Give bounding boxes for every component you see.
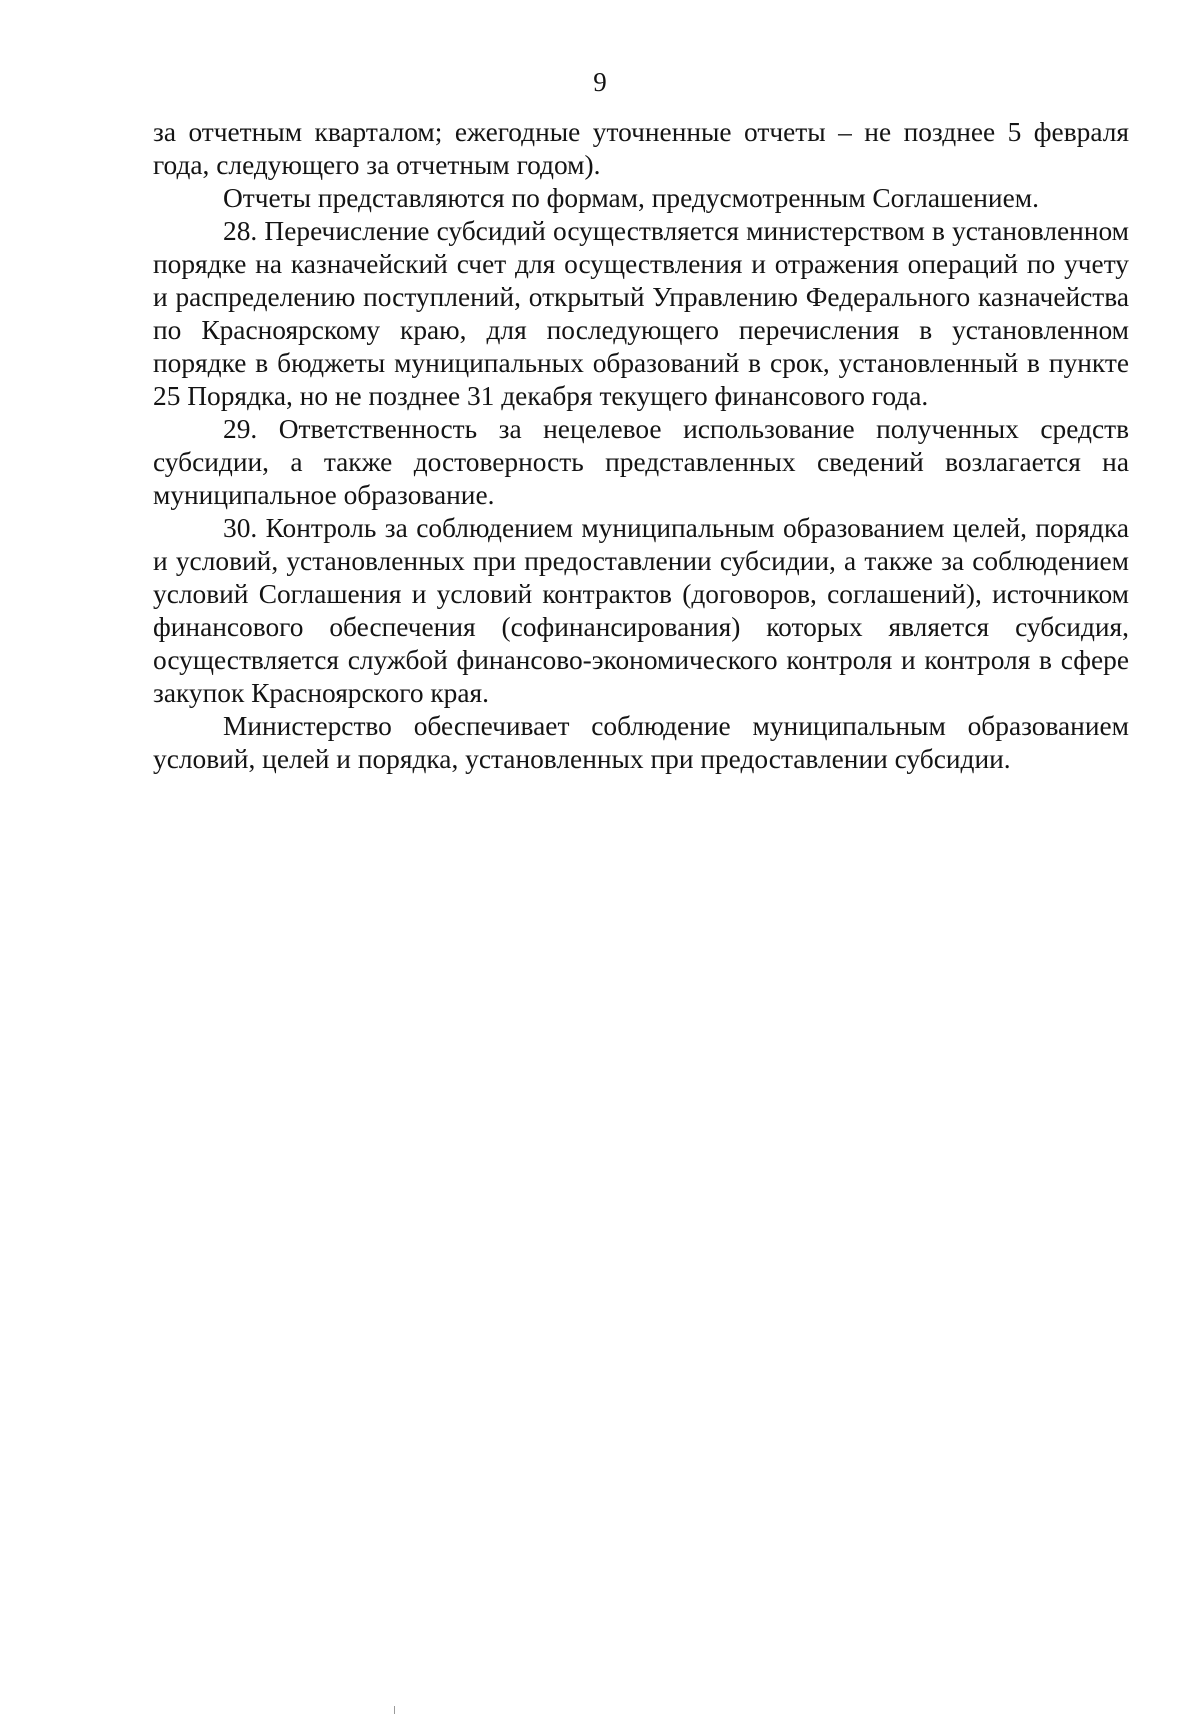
- paragraph-report-forms: Отчеты представляются по формам, предусмотренным Соглашением.: [223, 183, 1039, 213]
- scan-artifact: [394, 1706, 395, 1714]
- paragraph-item-29: 29. Ответственность за нецелевое использование полученных средств субсидии, а также достоверность представленных сведений возлагается на муниципальное образование.: [153, 414, 1129, 510]
- paragraph-ministry-compliance: Министерство обеспечивает соблюдение муниципальным образованием условий, целей и порядка, установленных при предоставлении субсидии.: [153, 711, 1129, 774]
- document-body: [153, 116, 1129, 776]
- paragraph-item-28: 28. Перечисление субсидий осуществляется министерством в установленном порядке на казначейский счет для осуществления и отражения операций по учету и распределению поступлений, открытый Управлению Федерального казначейства по Красноярскому краю, для последующего перечисления в установленном порядке в бюджеты муниципальных образований в срок, установленный в пункте 25 Порядка, но не позднее 31 декабря текущего финансового года.: [153, 216, 1129, 411]
- page-number: 9: [593, 67, 607, 97]
- paragraph-continuation: за отчетным кварталом; ежегодные уточненные отчеты – не позднее 5 февраля года, следующего за отчетным годом).: [153, 117, 1129, 180]
- paragraph-item-30: 30. Контроль за соблюдением муниципальным образованием целей, порядка и условий, установленных при предоставлении субсидии, а также за соблюдением условий Соглашения и условий контрактов (договоров, соглашений), источником финансового обеспечения (софинансирования) которых является субсидия, осуществляется службой финансово-экономического контроля и контроля в сфере закупок Красноярского края.: [153, 513, 1129, 708]
